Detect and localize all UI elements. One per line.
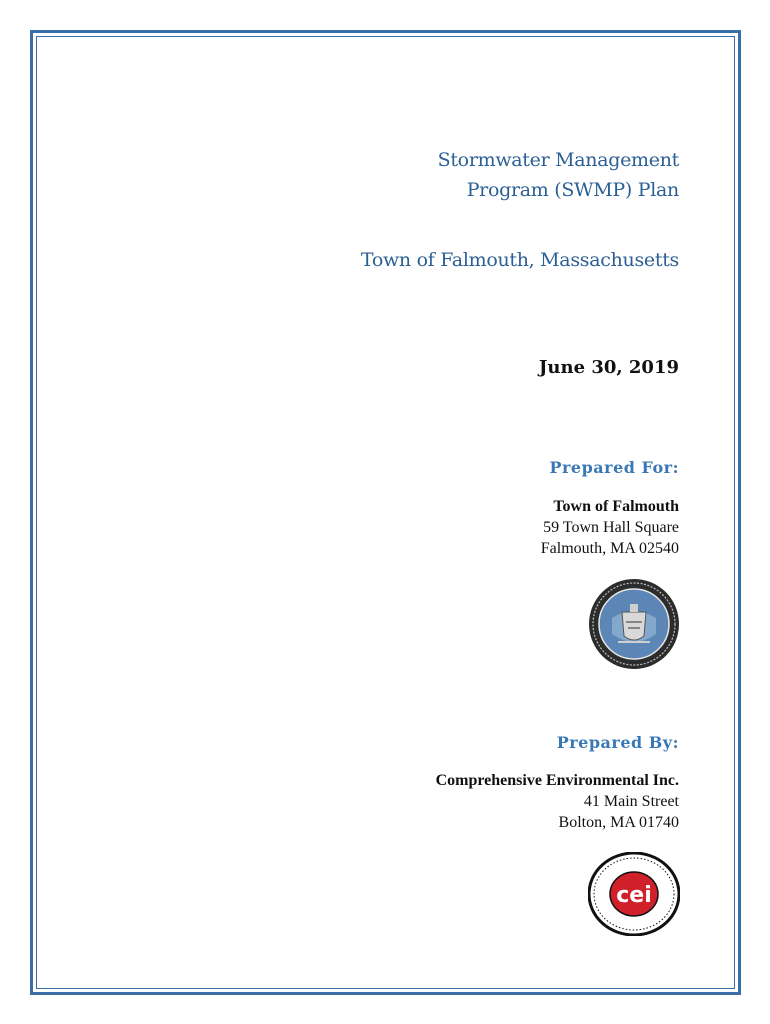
prepared-by-heading: Prepared By:: [556, 733, 679, 752]
document-date: June 30, 2019: [538, 357, 679, 378]
consultant-name: Comprehensive Environmental Inc.: [435, 772, 679, 789]
title-line-2: Program (SWMP) Plan: [466, 179, 679, 201]
client-name: Town of Falmouth: [553, 498, 679, 515]
prepared-for-heading: Prepared For:: [549, 458, 679, 477]
prepared-for-address: [541, 496, 679, 559]
svg-text:cei: cei: [616, 883, 652, 908]
prepared-by-address: [436, 770, 679, 833]
consultant-street: 41 Main Street: [583, 793, 679, 810]
client-street: 59 Town Hall Square: [543, 519, 679, 536]
client-city: Falmouth, MA 02540: [540, 540, 679, 557]
town-seal-logo: [588, 578, 680, 670]
document-subtitle: Town of Falmouth, Massachusetts: [360, 249, 679, 271]
consultant-city: Bolton, MA 01740: [558, 814, 679, 831]
cei-logo: [588, 852, 680, 936]
title-line-1: Stormwater Management: [437, 149, 679, 171]
